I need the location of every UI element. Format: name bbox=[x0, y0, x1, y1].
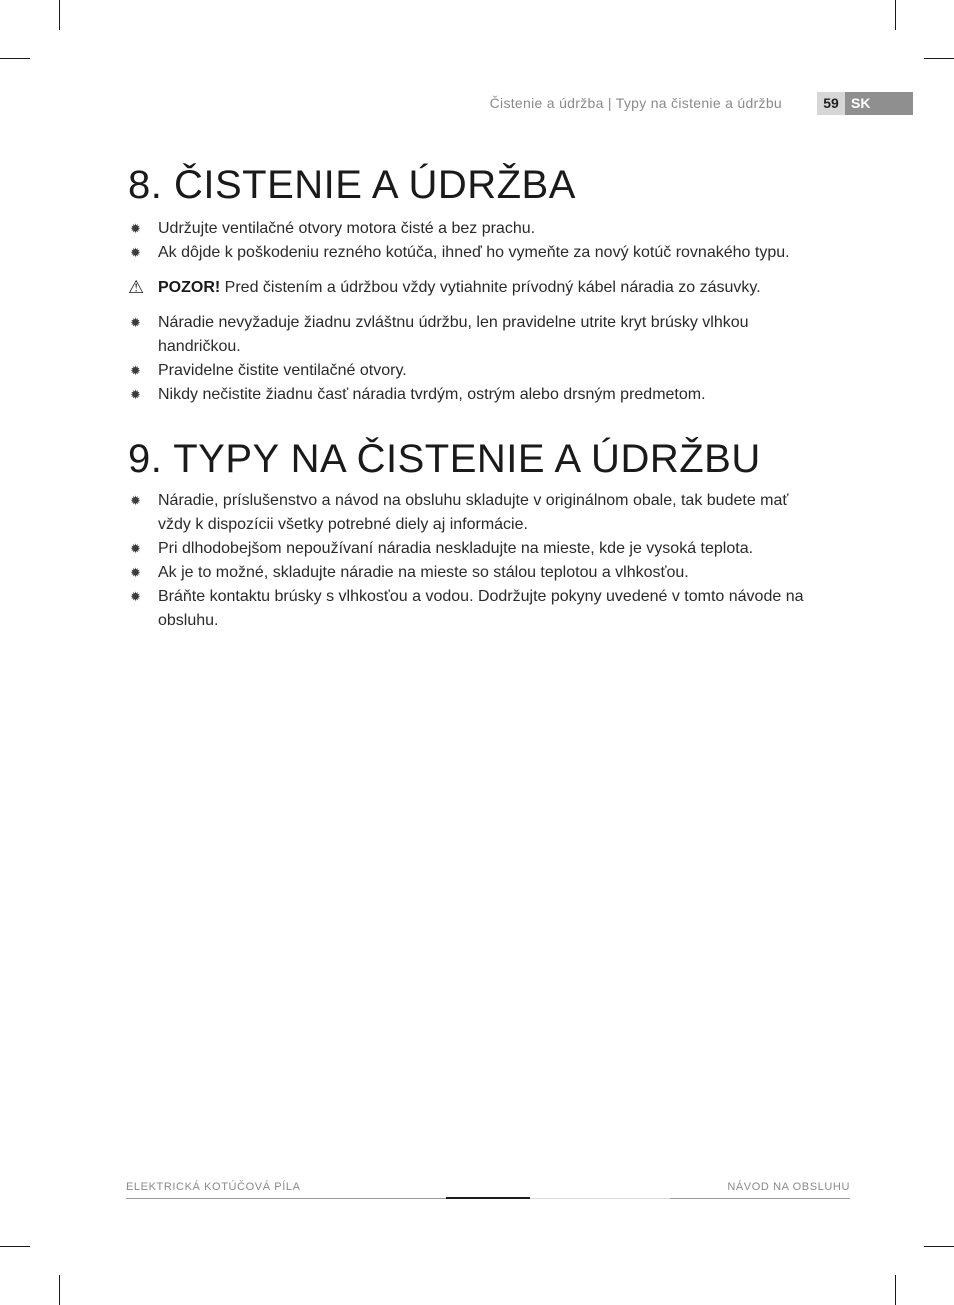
warning-note bbox=[128, 276, 818, 300]
page-tab bbox=[817, 92, 913, 115]
warning-text: Pred čistením a údržbou vždy vytiahnite prívodný kábel náradia zo zásuvky. bbox=[220, 279, 761, 296]
list-item-text: Udržujte ventilačné otvory motora čisté a bez prachu. bbox=[158, 220, 536, 237]
list-item bbox=[128, 217, 818, 241]
section-8-list-1 bbox=[128, 217, 818, 265]
list-item bbox=[128, 561, 818, 585]
warning-triangle-icon: ⚠ bbox=[128, 277, 145, 297]
list-item bbox=[128, 585, 818, 633]
list-item bbox=[128, 241, 818, 265]
gear-bullet-icon: ✹ bbox=[130, 589, 141, 604]
list-item-text: Pri dlhodobejšom nepoužívaní náradia neskladujte na mieste, kde je vysoká teplota. bbox=[158, 540, 754, 557]
list-item-text: Náradie nevyžaduje žiadnu zvláštnu údržbu, len pravidelne utrite kryt brúsky vlhkou handričkou. bbox=[158, 314, 749, 355]
crop-mark bbox=[924, 1246, 954, 1247]
header-breadcrumb: Čistenie a údržba | Typy na čistenie a údržbu bbox=[489, 95, 782, 111]
footer-manual-label: NÁVOD NA OBSLUHU bbox=[727, 1181, 850, 1193]
footer-rule bbox=[126, 1198, 446, 1199]
list-item bbox=[128, 537, 818, 561]
gear-bullet-icon: ✹ bbox=[130, 245, 141, 260]
page-number: 59 bbox=[817, 92, 845, 115]
list-item bbox=[128, 383, 818, 407]
gear-bullet-icon: ✹ bbox=[130, 363, 141, 378]
crop-mark bbox=[59, 1275, 60, 1305]
list-item-text: Nikdy nečistite žiadnu časť náradia tvrdým, ostrým alebo drsným predmetom. bbox=[158, 386, 706, 403]
section-9-list bbox=[128, 489, 818, 633]
crop-mark bbox=[59, 0, 60, 30]
section-9-heading: 9. TYPY NA ČISTENIE A ÚDRŽBU bbox=[128, 437, 761, 481]
list-item bbox=[128, 359, 818, 383]
gear-bullet-icon: ✹ bbox=[130, 315, 141, 330]
list-item-text: Náradie, príslušenstvo a návod na obsluhu skladujte v originálnom obale, tak budete mať vždy k dispozícii všetky potrebné diely aj informácie. bbox=[158, 492, 789, 533]
gear-bullet-icon: ✹ bbox=[130, 565, 141, 580]
list-item bbox=[128, 311, 818, 359]
list-item-text: Ak dôjde k poškodeniu rezného kotúča, ihneď ho vymeňte za nový kotúč rovnakého typu. bbox=[158, 244, 790, 261]
crop-mark bbox=[0, 58, 30, 59]
list-item-text: Ak je to možné, skladujte náradie na mieste so stálou teplotou a vlhkosťou. bbox=[158, 564, 689, 581]
gear-bullet-icon: ✹ bbox=[130, 493, 141, 508]
section-8-list-2 bbox=[128, 311, 818, 407]
footer-rule bbox=[670, 1198, 850, 1199]
list-item-text: Bráňte kontaktu brúsky s vlhkosťou a vodou. Dodržujte pokyny uvedené v tomto návode na obsluhu. bbox=[158, 588, 804, 629]
footer-product-name: ELEKTRICKÁ KOTÚČOVÁ PÍLA bbox=[126, 1181, 301, 1193]
footer-rule-accent bbox=[446, 1197, 530, 1199]
gear-bullet-icon: ✹ bbox=[130, 221, 141, 236]
language-code: SK bbox=[845, 92, 913, 115]
crop-mark bbox=[924, 58, 954, 59]
crop-mark bbox=[895, 0, 896, 30]
list-item bbox=[128, 489, 818, 537]
warning-label: POZOR! bbox=[158, 279, 221, 296]
crop-mark bbox=[895, 1275, 896, 1305]
crop-mark bbox=[0, 1246, 30, 1247]
list-item-text: Pravidelne čistite ventilačné otvory. bbox=[158, 362, 407, 379]
gear-bullet-icon: ✹ bbox=[130, 387, 141, 402]
footer-rule bbox=[530, 1198, 670, 1199]
section-8-heading: 8. ČISTENIE A ÚDRŽBA bbox=[128, 163, 576, 207]
gear-bullet-icon: ✹ bbox=[130, 541, 141, 556]
